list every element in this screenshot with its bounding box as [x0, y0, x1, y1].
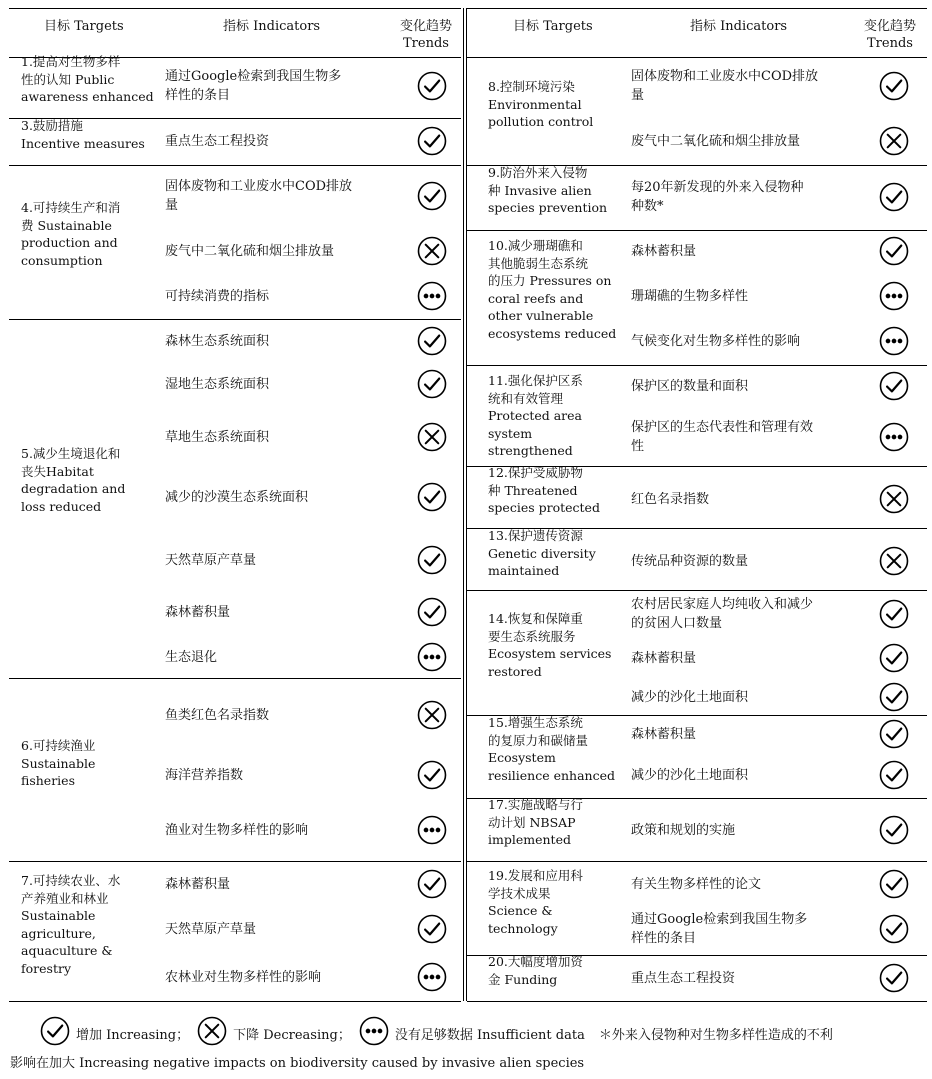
header-indicator: 指标 Indicators: [223, 19, 321, 34]
indicator-label-line: 固体废物和工业废水中COD排放: [165, 179, 353, 194]
check-circle-icon: [879, 869, 909, 899]
indicator-label: [165, 821, 385, 840]
indicator-label: [631, 766, 851, 785]
target-label: [488, 610, 618, 680]
column-divider: [463, 8, 464, 1001]
target-label-line: Protected area: [488, 408, 583, 423]
check-circle-icon: [879, 682, 909, 712]
check-circle-icon: [417, 326, 447, 356]
target-group: [467, 528, 927, 591]
target-group: [9, 165, 461, 320]
column-divider: [466, 8, 467, 1001]
check-circle-icon: [879, 599, 909, 629]
target-label-line: Ecosystem services: [488, 646, 612, 661]
indicator-label-line: 重点生态工程投资: [631, 970, 736, 986]
target-label-line: 13.保护遗传资源: [488, 528, 583, 543]
check-circle-icon: [417, 914, 447, 944]
target-label: [488, 867, 618, 937]
check-circle-icon: [879, 371, 909, 401]
target-label-line: 学技术成果: [488, 885, 551, 901]
check-circle-icon: [417, 181, 447, 211]
target-label: [488, 164, 618, 217]
target-group: [467, 798, 927, 862]
target-label-line: 9.防治外来入侵物: [488, 165, 588, 180]
target-label-line: species prevention: [488, 200, 608, 215]
indicator-label: [631, 287, 851, 306]
target-group: [467, 466, 927, 529]
header-trend: [857, 18, 923, 52]
target-label-line: 8.控制环境污染: [488, 79, 575, 94]
indicator-label: [165, 428, 385, 447]
dots-circle-icon: [359, 1016, 389, 1050]
indicator-label: [631, 595, 851, 633]
dots-circle-icon: [417, 642, 447, 672]
target-label: [488, 527, 618, 580]
target-label: [488, 714, 618, 784]
target-label-line: agriculture,: [21, 925, 96, 941]
target-label-line: Science &: [488, 903, 553, 918]
target-group: [467, 590, 927, 716]
check-circle-icon: [417, 545, 447, 575]
indicator-label: [165, 132, 385, 151]
target-label-line: implemented: [488, 832, 571, 847]
indicator-label-line: 通过Google检索到我国生物多: [631, 912, 808, 927]
legend-note-line2: 影响在加大 Increasing negative impacts on biodiversity caused by invasive alien species: [10, 1056, 585, 1071]
indicator-label: [165, 287, 385, 306]
legend-increasing-label: 增加 Increasing；: [76, 1027, 190, 1043]
target-label-line: 20.大幅度增加资: [488, 954, 583, 969]
target-label-line: 的复原力和碳储量: [488, 732, 589, 748]
check-circle-icon: [417, 482, 447, 512]
indicator-label: [631, 132, 851, 151]
indicator-label-line: 政策和规划的实施: [631, 822, 736, 838]
check-circle-icon: [417, 126, 447, 156]
target-label-line: other vulnerable: [488, 308, 594, 323]
check-circle-icon: [879, 182, 909, 212]
indicator-label-line: 种数*: [631, 199, 664, 214]
dots-circle-icon: [879, 422, 909, 452]
cross-circle-icon: [879, 484, 909, 514]
target-label-line: resilience enhanced: [488, 767, 616, 783]
target-label-line: restored: [488, 663, 542, 679]
target-group: [467, 230, 927, 366]
header-trend-en: Trends: [403, 36, 449, 51]
target-group: [467, 861, 927, 956]
header-trend-cn: 变化趋势: [863, 19, 916, 34]
target-label-line: 动计划 NBSAP: [488, 814, 576, 830]
target-label-line: 产养殖业和林业: [21, 890, 109, 906]
check-circle-icon: [879, 963, 909, 993]
target-group: [9, 118, 461, 166]
check-circle-icon: [417, 71, 447, 101]
cross-circle-icon: [417, 700, 447, 730]
check-circle-icon: [879, 71, 909, 101]
target-group: [467, 365, 927, 467]
legend-note: [593, 1024, 833, 1043]
indicator-label: [165, 242, 385, 261]
target-group: [9, 56, 461, 119]
target-group: [467, 715, 927, 799]
indicator-label-line: 保护区的数量和面积: [631, 378, 749, 394]
target-label-line: fisheries: [21, 773, 75, 788]
check-circle-icon: [879, 815, 909, 845]
cross-circle-icon: [879, 546, 909, 576]
target-label: [21, 872, 156, 977]
target-label-line: maintained: [488, 563, 560, 578]
target-label-line: production and: [21, 235, 118, 250]
indicator-label-line: 废气中二氧化硫和烟尘排放量: [165, 243, 335, 259]
header-trend-en: Trends: [867, 36, 913, 51]
target-label-line: 种 Invasive alien: [488, 182, 592, 198]
indicator-label: [631, 910, 851, 948]
target-label-line: 6.可持续渔业: [21, 738, 96, 753]
indicator-label: [165, 875, 385, 894]
target-label-line: species protected: [488, 500, 600, 515]
indicator-label-line: 海洋营养指数: [165, 767, 244, 783]
target-label-line: system strengthened: [488, 425, 573, 458]
target-label: [488, 796, 618, 849]
indicator-label: [631, 552, 851, 571]
right-table: [467, 8, 927, 987]
target-label: [488, 78, 618, 131]
target-label-line: 14.恢复和保障重: [488, 611, 583, 626]
indicator-label-line: 天然草原产草量: [165, 921, 257, 937]
target-label-line: 7.可持续农业、水: [21, 873, 121, 888]
check-circle-icon: [879, 643, 909, 673]
target-label: [21, 53, 156, 106]
indicator-label: [165, 551, 385, 570]
indicator-label-line: 生态退化: [165, 649, 218, 665]
target-group: [467, 56, 927, 166]
legend-insufficient-label: 没有足够数据 Insufficient data: [394, 1027, 585, 1043]
check-circle-icon: [879, 236, 909, 266]
header-trend-cn: 变化趋势: [399, 19, 452, 34]
indicator-label: [165, 375, 385, 394]
indicator-label: [631, 377, 851, 396]
cross-circle-icon: [197, 1016, 227, 1050]
indicator-label-line: 森林蓄积量: [631, 243, 697, 259]
check-circle-icon: [417, 369, 447, 399]
target-label-line: loss reduced: [21, 498, 102, 514]
indicator-label-line: 每20年新发现的外来入侵物种: [631, 180, 804, 195]
left-header: [9, 8, 461, 58]
indicator-label: [165, 177, 385, 215]
target-group: [9, 861, 461, 1002]
indicator-label: [165, 67, 385, 105]
indicator-label: [631, 242, 851, 261]
indicator-label: [165, 968, 385, 987]
header-trend: [393, 18, 459, 52]
target-label-line: Environmental: [488, 96, 582, 112]
target-label-line: 丧失Habitat: [21, 463, 94, 479]
target-label-line: 费 Sustainable: [21, 217, 112, 233]
target-label: [21, 117, 156, 152]
legend-decreasing-label: 下降 Decreasing；: [233, 1027, 351, 1043]
target-label-line: 19.发展和应用科: [488, 868, 583, 883]
dots-circle-icon: [879, 281, 909, 311]
indicator-label-line: 森林蓄积量: [631, 726, 697, 742]
legend-decreasing: [197, 1016, 351, 1050]
indicator-label: [165, 920, 385, 939]
target-label-line: Genetic diversity: [488, 545, 596, 561]
indicator-label-line: 渔业对生物多样性的影响: [165, 822, 309, 838]
indicator-label-line: 可持续消费的指标: [165, 288, 270, 304]
right-header: [467, 8, 927, 58]
indicator-label-line: 森林蓄积量: [165, 876, 231, 892]
indicator-label-line: 性: [631, 439, 645, 454]
target-label-line: Sustainable: [21, 908, 96, 923]
dots-circle-icon: [417, 815, 447, 845]
target-label-line: Ecosystem: [488, 750, 556, 765]
indicator-label: [631, 178, 851, 216]
target-label-line: 12.保护受威胁物: [488, 465, 583, 480]
dots-circle-icon: [417, 962, 447, 992]
indicator-label-line: 重点生态工程投资: [165, 133, 270, 149]
target-label: [21, 445, 156, 515]
cross-circle-icon: [417, 236, 447, 266]
check-circle-icon: [417, 597, 447, 627]
target-label-line: Sustainable: [21, 755, 96, 771]
indicator-label-line: 农林业对生物多样性的影响: [165, 969, 322, 985]
legend-increasing: [40, 1016, 189, 1050]
indicator-label-line: 森林蓄积量: [165, 604, 231, 620]
indicator-label-line: 保护区的生态代表性和管理有效: [631, 420, 814, 435]
indicator-label-line: 通过Google检索到我国生物多: [165, 69, 342, 84]
indicator-label-line: 减少的沙化土地面积: [631, 689, 749, 705]
indicator-label-line: 的贫困人口数量: [631, 616, 723, 631]
indicator-label: [631, 418, 851, 456]
left-table: [9, 8, 461, 985]
indicator-label-line: 固体废物和工业废水中COD排放: [631, 69, 819, 84]
target-label-line: 11.强化保护区系: [488, 373, 583, 388]
target-label: [488, 372, 618, 460]
indicator-label: [165, 648, 385, 667]
indicator-label-line: 传统品种资源的数量: [631, 553, 749, 569]
indicator-label-line: 减少的沙漠生态系统面积: [165, 489, 309, 505]
legend: [40, 1016, 841, 1050]
indicator-label-line: 量: [631, 88, 645, 103]
legend-insufficient: [359, 1016, 585, 1050]
target-label-line: 4.可持续生产和消: [21, 200, 121, 215]
indicator-label-line: 森林蓄积量: [631, 650, 697, 666]
target-group: [467, 165, 927, 231]
check-circle-icon: [879, 719, 909, 749]
indicator-label: [631, 725, 851, 744]
cross-circle-icon: [417, 422, 447, 452]
target-label-line: degradation and: [21, 481, 126, 496]
target-label-line: 金 Funding: [488, 971, 558, 987]
target-label-line: aquaculture &: [21, 943, 113, 958]
target-label: [21, 199, 156, 269]
indicator-label-line: 减少的沙化土地面积: [631, 767, 749, 783]
indicator-label-line: 珊瑚礁的生物多样性: [631, 288, 749, 304]
indicator-label-line: 气候变化对生物多样性的影响: [631, 333, 801, 349]
indicator-label: [165, 706, 385, 725]
target-label-line: 要生态系统服务: [488, 628, 576, 644]
indicator-label: [631, 490, 851, 509]
target-label-line: 17.实施战略与行: [488, 797, 583, 812]
target-label: [488, 237, 618, 342]
header-target: 目标 Targets: [44, 19, 124, 34]
target-label-line: 5.减少生境退化和: [21, 446, 121, 461]
target-label-line: 15.增强生态系统: [488, 715, 583, 730]
target-label-line: 其他脆弱生态系统: [488, 255, 589, 271]
check-circle-icon: [879, 760, 909, 790]
indicator-label-line: 鱼类红色名录指数: [165, 707, 270, 723]
target-label-line: 3.鼓励措施: [21, 118, 83, 133]
cross-circle-icon: [879, 126, 909, 156]
target-label-line: 10.减少珊瑚礁和: [488, 238, 583, 253]
target-group: [9, 319, 461, 679]
target-label: [488, 464, 618, 517]
target-group: [467, 955, 927, 1002]
indicator-label-line: 农村居民家庭人均纯收入和减少: [631, 597, 814, 612]
indicator-label-line: 量: [165, 198, 179, 213]
indicator-label: [631, 821, 851, 840]
check-circle-icon: [417, 869, 447, 899]
header-indicator: 指标 Indicators: [690, 19, 788, 34]
legend-note-line1: ＊外来入侵物种对生物多样性造成的不利: [598, 1027, 833, 1043]
indicator-label: [165, 603, 385, 622]
indicator-label: [165, 766, 385, 785]
indicator-label-line: 草地生态系统面积: [165, 429, 270, 445]
dots-circle-icon: [879, 326, 909, 356]
indicator-label-line: 有关生物多样性的论文: [631, 876, 762, 892]
target-label-line: technology: [488, 920, 558, 936]
indicator-label: [631, 332, 851, 351]
target-label-line: consumption: [21, 252, 103, 268]
check-circle-icon: [879, 914, 909, 944]
indicator-label: [631, 688, 851, 707]
indicator-label: [631, 649, 851, 668]
target-label-line: 性的认知 Public: [21, 71, 115, 87]
target-label-line: forestry: [21, 960, 71, 976]
indicator-label: [631, 969, 851, 988]
dots-circle-icon: [417, 281, 447, 311]
target-group: [9, 678, 461, 862]
target-label: [21, 737, 156, 790]
indicator-label: [631, 67, 851, 105]
indicator-label-line: 森林生态系统面积: [165, 333, 270, 349]
indicator-label-line: 样性的条目: [631, 931, 697, 946]
check-circle-icon: [417, 760, 447, 790]
indicator-label-line: 湿地生态系统面积: [165, 376, 270, 392]
indicator-label-line: 样性的条目: [165, 88, 231, 103]
target-label-line: Incentive measures: [21, 135, 145, 151]
target-label-line: coral reefs and: [488, 290, 584, 306]
indicator-label-line: 天然草原产草量: [165, 552, 257, 568]
check-circle-icon: [40, 1016, 70, 1050]
indicator-label: [631, 875, 851, 894]
indicator-label-line: 废气中二氧化硫和烟尘排放量: [631, 133, 801, 149]
target-label-line: ecosystems reduced: [488, 325, 617, 341]
target-label: [488, 953, 618, 988]
target-label-line: 的压力 Pressures on: [488, 273, 612, 288]
target-label-line: 种 Threatened: [488, 482, 578, 498]
indicator-label: [165, 488, 385, 507]
target-label-line: awareness enhanced: [21, 89, 154, 104]
indicator-label-line: 红色名录指数: [631, 491, 710, 507]
indicator-label: [165, 332, 385, 351]
target-label-line: 1.提高对生物多样: [21, 54, 121, 69]
target-label-line: 统和有效管理: [488, 390, 564, 406]
target-label-line: pollution control: [488, 114, 594, 129]
header-target: 目标 Targets: [513, 19, 593, 34]
